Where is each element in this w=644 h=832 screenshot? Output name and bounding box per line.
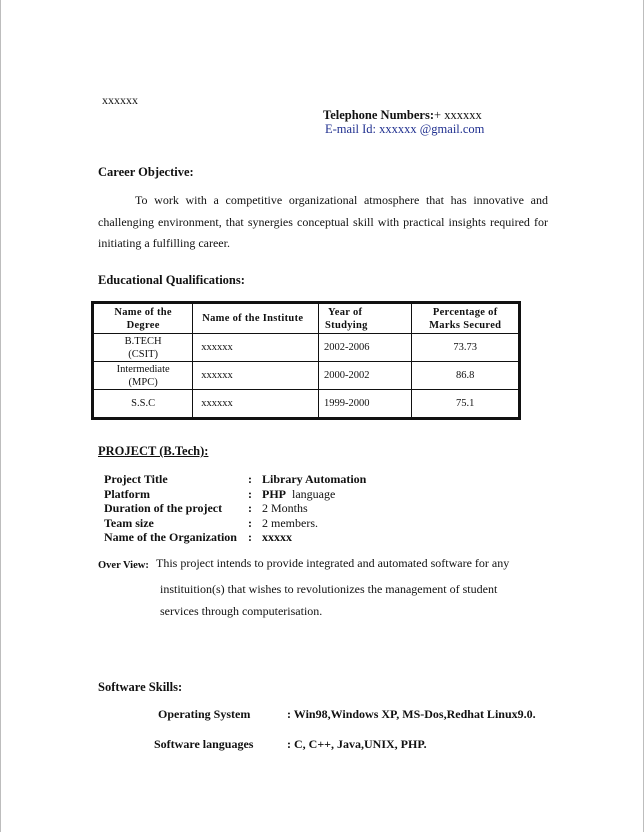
field-label: Duration of the project <box>104 501 223 515</box>
field-label: Platform <box>104 486 150 501</box>
field-value: PHP language <box>262 486 336 501</box>
languages-label: Software languages <box>154 737 254 751</box>
field-label: Project Title <box>104 472 168 486</box>
telephone-value: + xxxxxx <box>434 108 482 122</box>
software-skills-heading: Software Skills: <box>98 680 183 694</box>
institute-cell: xxxxxx <box>193 334 319 362</box>
year-cell: 2002-2006 <box>319 334 412 362</box>
overview-line-2: instituition(s) that wishes to revolutionizes the management of student <box>160 582 498 596</box>
overview-continuation <box>160 578 540 622</box>
col-year-header: Year of Studying <box>319 303 412 334</box>
email-line <box>325 122 484 137</box>
telephone-label: Telephone Numbers: <box>323 108 435 122</box>
percent-cell: 73.73 <box>412 334 520 362</box>
degree-cell: Intermediate (MPC) <box>93 362 193 390</box>
table-header-row <box>93 303 520 334</box>
career-objective-heading: Career Objective: <box>98 165 194 179</box>
institute-cell: xxxxxx <box>193 390 319 419</box>
email-value[interactable]: xxxxxx @gmail.com <box>379 122 485 136</box>
degree-cell: S.S.C <box>93 390 193 419</box>
field-value: 2 members. <box>262 515 318 530</box>
field-value: xxxxx <box>262 530 292 544</box>
percent-cell: 75.1 <box>412 390 520 419</box>
overview-line-3: services through computerisation. <box>160 604 323 618</box>
field-label: Name of the Organization <box>104 530 237 544</box>
telephone-line <box>323 108 482 123</box>
percent-cell: 86.8 <box>412 362 520 390</box>
col-percentage-header: Percentage of Marks Secured <box>412 303 520 334</box>
col-institute-header: Name of the Institute <box>193 303 319 334</box>
overview-line-1: This project intends to provide integrated and automated software for any <box>156 556 510 570</box>
table-row <box>93 334 520 362</box>
education-heading: Educational Qualifications: <box>98 273 245 287</box>
overview-label: Over View: <box>98 560 149 571</box>
year-cell: 1999-2000 <box>319 390 412 419</box>
os-label: Operating System <box>158 707 251 721</box>
resume-page: xxxxxx Telephone Numbers:+ xxxxxx E-mail Id: xxxxxx @gmail.com Career Objective: To work with a competitive organizational atmosphere that has innovative and challenging environment, that synergies conceptual skill with practical insights required for initiating a fulfilling career. Educational Qualifications: Name of the Degree Name of the Institute Year of Studying Percentage of Marks Secured B.TECH (CSIT) xxxxxx 2002-2006 73.73 Intermediate (MPC) xxxxxx 2000-2002 86.8 S.S.C xxxxxx 1999-2000 75.1 PROJECT (B.Tech): Project Title : Library Automation Platform : PHP language Duration of the project : 2 Months Team size : 2 members. Name of the Organization : xxxxx Over View: This project intends to provide integrated and automated software for any instituition(s) that wishes to revolutionizes the management of student services through computerisation. Software Skills: Operating System : Win98,Windows XP, MS-Dos,Redhat Linux9.0. Software languages : C, C++, Java,UNIX, PHP. <box>0 0 644 832</box>
os-value: : Win98,Windows XP, MS-Dos,Redhat Linux9.0. <box>287 707 536 721</box>
degree-cell: B.TECH (CSIT) <box>93 334 193 362</box>
email-label: E-mail Id: <box>325 122 377 136</box>
education-table <box>91 301 521 420</box>
table-row <box>93 390 520 419</box>
col-degree-header: Name of the Degree <box>93 303 193 334</box>
year-cell: 2000-2002 <box>319 362 412 390</box>
career-objective-text: To work with a competitive organizational atmosphere that has innovative and challenging environment, that synergies conceptual skill with practical insights required for initiating a fulfilling career. <box>98 193 548 250</box>
institute-cell: xxxxxx <box>193 362 319 390</box>
table-row <box>93 362 520 390</box>
project-heading: PROJECT (B.Tech): <box>98 444 209 458</box>
languages-value: : C, C++, Java,UNIX, PHP. <box>287 737 427 751</box>
candidate-name: xxxxxx <box>102 93 138 107</box>
field-value: 2 Months <box>262 501 308 515</box>
field-value: Library Automation <box>262 472 367 486</box>
field-label: Team size <box>104 515 154 530</box>
